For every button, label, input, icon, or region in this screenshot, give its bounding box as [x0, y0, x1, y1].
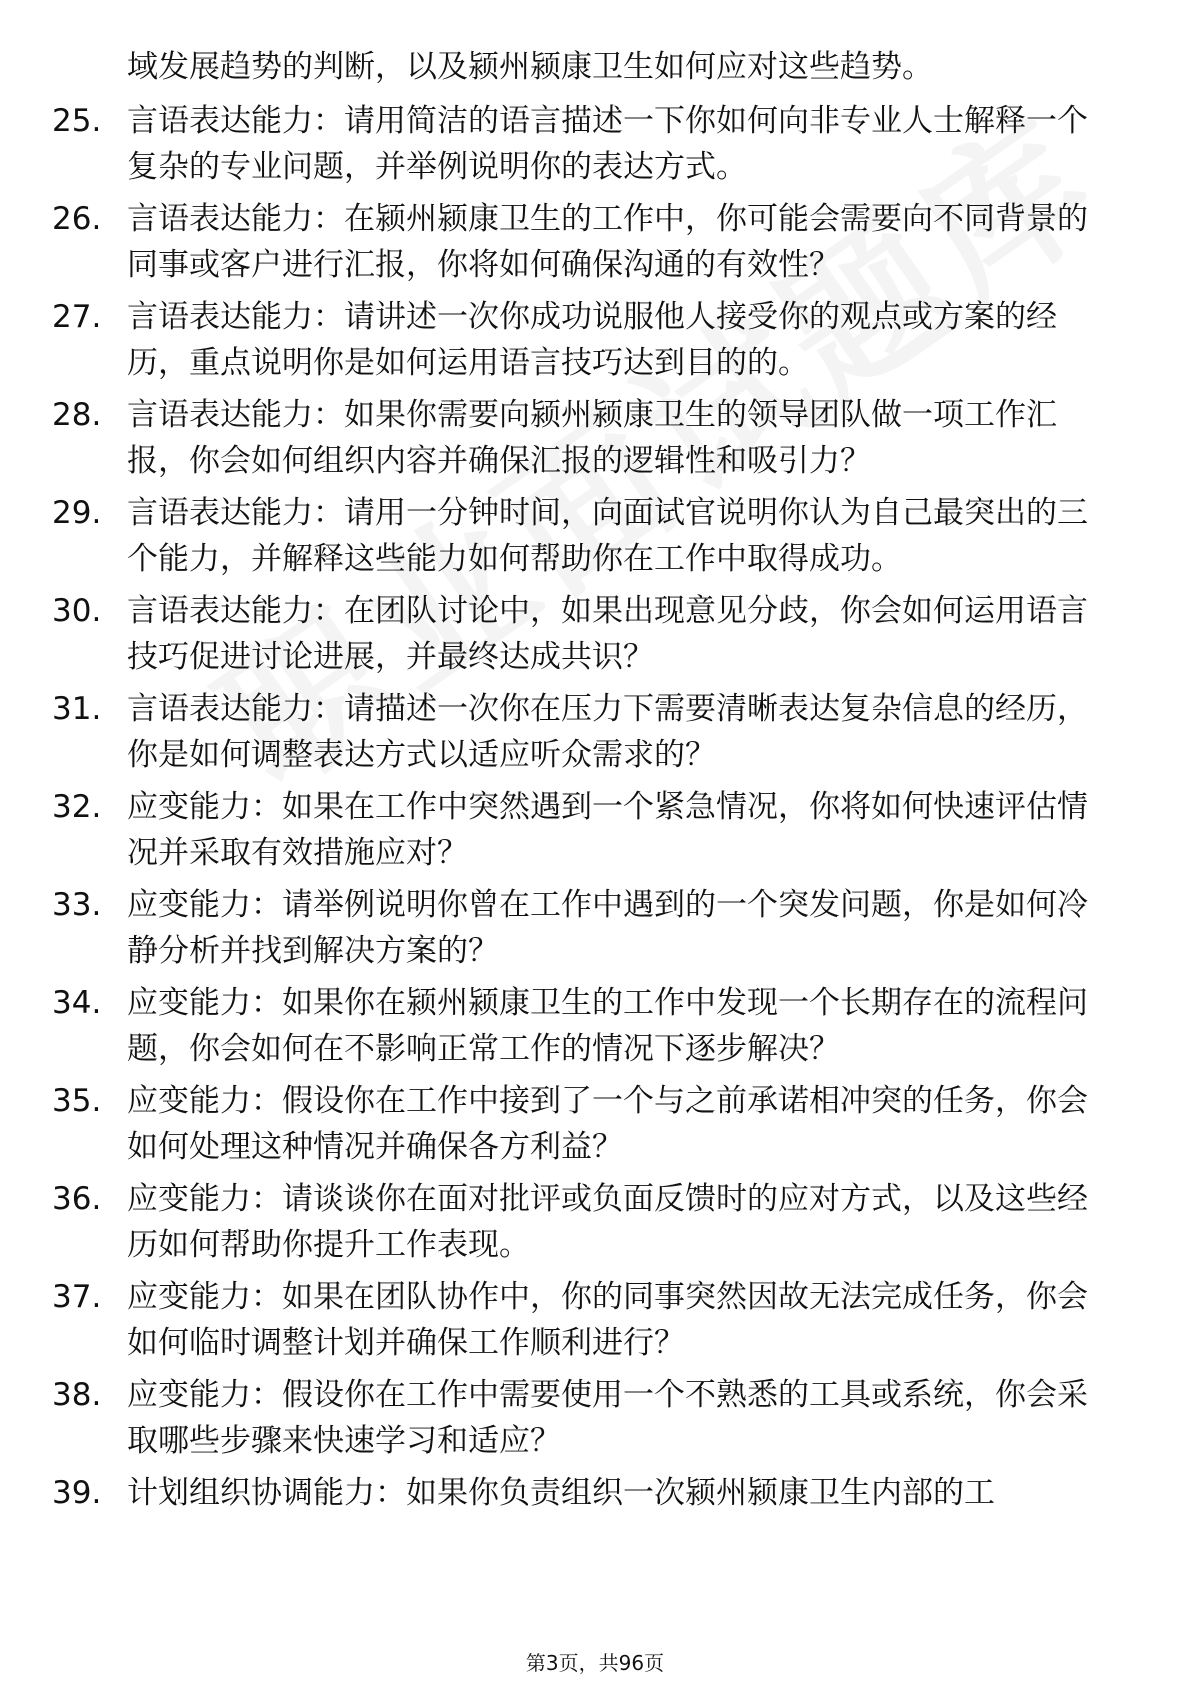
question-text: 应变能力：如果在工作中突然遇到一个紧急情况，你将如何快速评估情况并采取有效措施应对？: [127, 789, 1088, 871]
question-number: 26.: [52, 201, 102, 237]
question-number: 34.: [52, 985, 102, 1021]
question-text: 应变能力：假设你在工作中需要使用一个不熟悉的工具或系统，你会采取哪些步骤来快速学习和适应？: [127, 1377, 1088, 1459]
question-text: 应变能力：如果在团队协作中，你的同事突然因故无法完成任务，你会如何临时调整计划并确保工作顺利进行？: [127, 1279, 1088, 1361]
question-text: 应变能力：请举例说明你曾在工作中遇到的一个突发问题，你是如何冷静分析并找到解决方案的？: [127, 887, 1088, 969]
question-text: 言语表达能力：请讲述一次你成功说服他人接受你的观点或方案的经历，重点说明你是如何运用语言技巧达到目的的。: [127, 299, 1057, 381]
question-list: [0, 44, 1190, 1568]
question-number: 25.: [52, 103, 102, 139]
question-number: 35.: [52, 1083, 102, 1119]
question-number: 33.: [52, 887, 102, 923]
question-text: 言语表达能力：请描述一次你在压力下需要清晰表达复杂信息的经历，你是如何调整表达方式以适应听众需求的？: [127, 691, 1088, 773]
question-text: 言语表达能力：请用一分钟时间，向面试官说明你认为自己最突出的三个能力，并解释这些能力如何帮助你在工作中取得成功。: [127, 495, 1088, 577]
question-number: 28.: [52, 397, 102, 433]
question-item: [0, 98, 1190, 196]
question-number: 39.: [52, 1475, 102, 1511]
question-number: 27.: [52, 299, 102, 335]
question-number: 31.: [52, 691, 102, 727]
question-text: 言语表达能力：如果你需要向颍州颍康卫生的领导团队做一项工作汇报，你会如何组织内容并确保汇报的逻辑性和吸引力？: [127, 397, 1057, 479]
question-item: [0, 980, 1190, 1078]
question-item: [0, 490, 1190, 588]
question-number: 30.: [52, 593, 102, 629]
question-item: [0, 1078, 1190, 1176]
question-item: [0, 686, 1190, 784]
question-item: [0, 1470, 1190, 1568]
question-number: 32.: [52, 789, 102, 825]
question-item: [0, 588, 1190, 686]
question-number: 29.: [52, 495, 102, 531]
continuation-text: 域发展趋势的判断，以及颍州颍康卫生如何应对这些趋势。: [127, 49, 933, 85]
question-number: 38.: [52, 1377, 102, 1413]
question-item: [0, 1274, 1190, 1372]
continuation-line: [0, 44, 1190, 98]
question-item: [0, 882, 1190, 980]
question-text: 计划组织协调能力：如果你负责组织一次颍州颍康卫生内部的工: [127, 1475, 995, 1511]
question-item: [0, 196, 1190, 294]
question-number: 37.: [52, 1279, 102, 1315]
question-text: 应变能力：如果你在颍州颍康卫生的工作中发现一个长期存在的流程问题，你会如何在不影响正常工作的情况下逐步解决？: [127, 985, 1088, 1067]
page-footer: 第3页，共96页: [525, 1651, 665, 1675]
question-item: [0, 294, 1190, 392]
question-item: [0, 1176, 1190, 1274]
question-text: 言语表达能力：请用简洁的语言描述一下你如何向非专业人士解释一个复杂的专业问题，并举例说明你的表达方式。: [127, 103, 1088, 185]
question-text: 应变能力：请谈谈你在面对批评或负面反馈时的应对方式，以及这些经历如何帮助你提升工作表现。: [127, 1181, 1088, 1263]
question-item: [0, 784, 1190, 882]
question-item: [0, 392, 1190, 490]
question-number: 36.: [52, 1181, 102, 1217]
question-item: [0, 1372, 1190, 1470]
question-text: 言语表达能力：在颍州颍康卫生的工作中，你可能会需要向不同背景的同事或客户进行汇报，你将如何确保沟通的有效性？: [127, 201, 1088, 283]
question-text: 应变能力：假设你在工作中接到了一个与之前承诺相冲突的任务，你会如何处理这种情况并确保各方利益？: [127, 1083, 1088, 1165]
question-text: 言语表达能力：在团队讨论中，如果出现意见分歧，你会如何运用语言技巧促进讨论进展，并最终达成共识？: [127, 593, 1088, 675]
